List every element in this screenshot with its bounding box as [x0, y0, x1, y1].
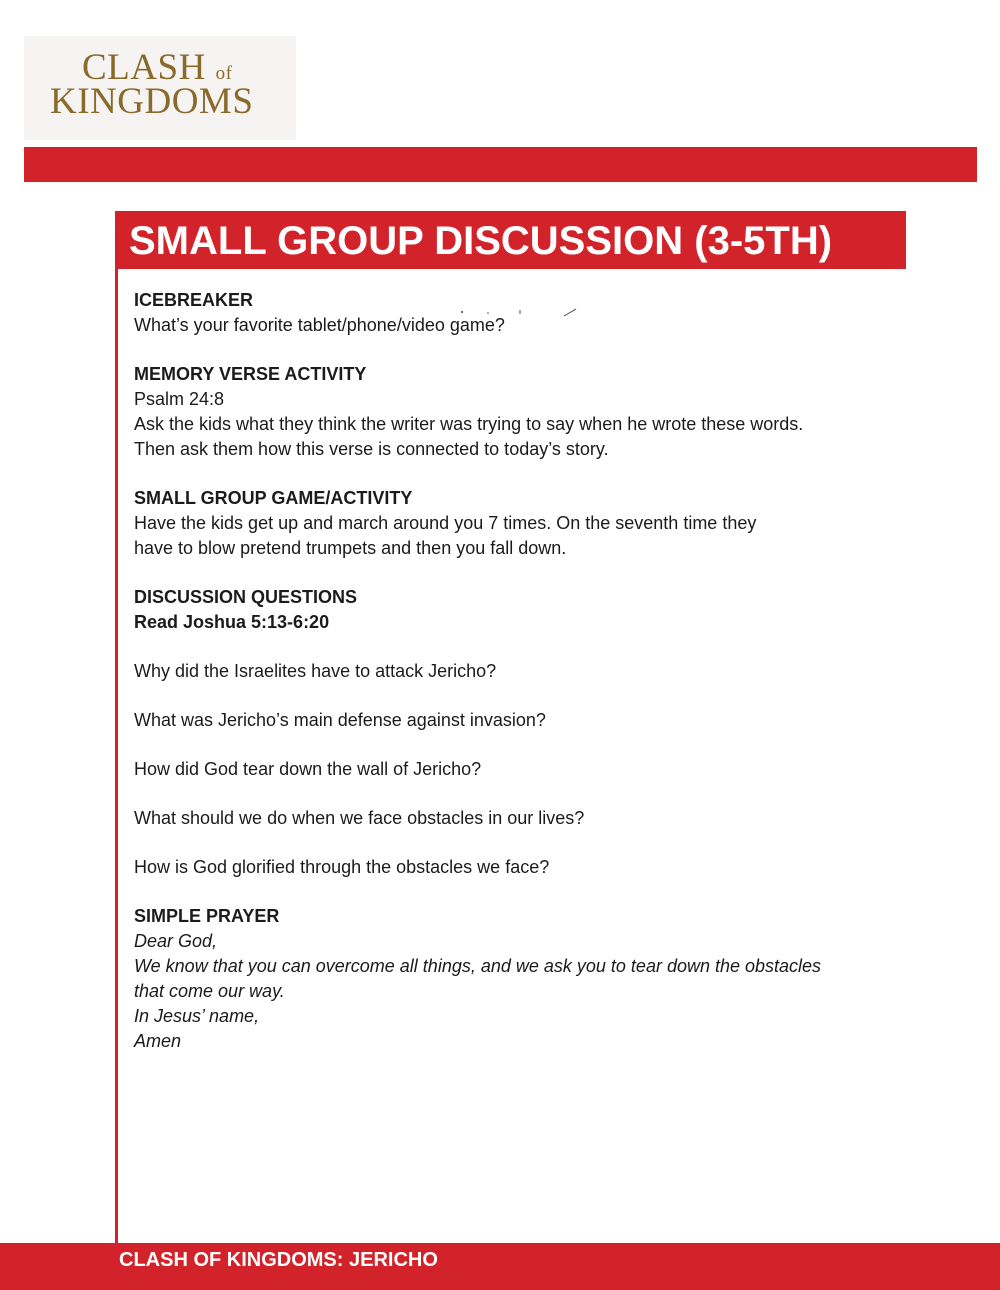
game-line: have to blow pretend trumpets and then you fall down.: [134, 538, 567, 558]
icebreaker-section: [134, 288, 914, 338]
icebreaker-text: What’s your favorite tablet/phone/video game?: [134, 315, 505, 335]
logo-line-2: KINGDOMS: [50, 81, 254, 122]
footer-title: CLASH OF KINGDOMS: JERICHO: [119, 1249, 438, 1271]
discussion-question: How is God glorified through the obstacles we face?: [134, 857, 550, 877]
prayer-line: that come our way.: [134, 981, 285, 1001]
page-title: SMALL GROUP DISCUSSION (3-5TH): [129, 219, 833, 263]
prayer-line: Dear God,: [134, 931, 218, 951]
discussion-question: Why did the Israelites have to attack Jericho?: [134, 661, 497, 681]
prayer-section: [134, 904, 914, 1054]
prayer-line: In Jesus’ name,: [134, 1006, 260, 1026]
memory-verse-line: Ask the kids what they think the writer was trying to say when he wrote these words.: [134, 414, 804, 434]
discussion-question: How did God tear down the wall of Jericho?: [134, 759, 482, 779]
memory-verse-heading: MEMORY VERSE ACTIVITY: [134, 364, 367, 384]
memory-verse-reference: Psalm 24:8: [134, 389, 225, 409]
discussion-question: What was Jericho’s main defense against invasion?: [134, 710, 546, 730]
discussion-question: What should we do when we face obstacles in our lives?: [134, 808, 585, 828]
memory-verse-line: Then ask them how this verse is connected to today’s story.: [134, 439, 609, 459]
prayer-line: We know that you can overcome all things, and we ask you to tear down the obstacles: [134, 956, 822, 976]
game-section: [134, 486, 914, 561]
prayer-heading: SIMPLE PRAYER: [134, 906, 280, 926]
game-heading: SMALL GROUP GAME/ACTIVITY: [134, 488, 413, 508]
icebreaker-heading: ICEBREAKER: [134, 290, 254, 310]
discussion-section: [134, 585, 914, 880]
top-red-bar: [24, 147, 977, 182]
logo-of: of: [215, 63, 233, 84]
worksheet-content: [134, 288, 914, 1054]
memory-verse-section: [134, 362, 914, 462]
prayer-line: Amen: [134, 1031, 182, 1051]
discussion-reading: Read Joshua 5:13-6:20: [134, 612, 330, 632]
left-red-rule: [115, 211, 118, 1251]
logo-line-1: CLASH of: [82, 47, 233, 88]
discussion-heading: DISCUSSION QUESTIONS: [134, 587, 358, 607]
title-banner: [115, 211, 906, 269]
game-line: Have the kids get up and march around you 7 times. On the seventh time they: [134, 513, 757, 533]
